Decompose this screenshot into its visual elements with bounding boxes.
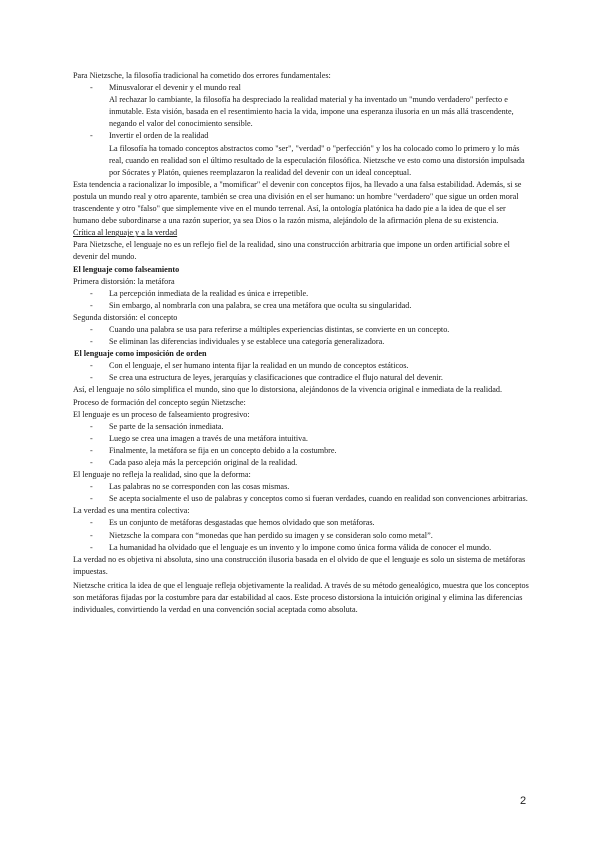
- first-distortion-label: Primera distorsión: la metáfora: [73, 276, 175, 286]
- dash-bullet: -: [90, 324, 93, 334]
- list-item-text: Las palabras no se corresponden con las cosas mismas.: [109, 482, 290, 492]
- proceso-title: Proceso de formación del concepto según Nietzsche:: [73, 397, 246, 407]
- list-item-text: La percepción inmediata de la realidad es única e irrepetible.: [109, 288, 309, 298]
- list-item: [73, 300, 529, 312]
- proceso-label: El lenguaje es un proceso de falseamiento progresivo:: [73, 409, 250, 419]
- list-item: [73, 542, 529, 554]
- error-description: La filosofía ha tomado conceptos abstractos como "ser", "verdad" o "perfección" y los ha colocado como lo primero y lo más real, cuando en realidad son el último resultado de la especulación filosófica. Nietzsche ve esto como una distorsión impulsada por Sócrates y Platón, quienes reemplazaron la realidad del devenir con un ideal conceptual.: [109, 143, 525, 177]
- list-item-text: Finalmente, la metáfora se fija en un concepto debido a la costumbre.: [109, 445, 337, 455]
- final-paragraph: Nietzsche critica la idea de que el lenguaje refleja objetivamente la realidad. A través de su método genealógico, muestra que los conceptos son metáforas fijadas por la costumbre para dar estabilidad al caos. Este proceso distorsiona la intuición original y elimina las diferencias individuales, convirtiendo la verdad en una convención social aceptada como absoluta.: [73, 580, 529, 615]
- list-item: [73, 517, 529, 529]
- dash-bullet: -: [90, 421, 93, 431]
- list-item-text: Se parte de la sensación inmediata.: [109, 421, 224, 431]
- list-item-text: Se acepta socialmente el uso de palabras y conceptos como si fueran verdades, cuando en realidad son convenciones arbitrarias.: [109, 494, 528, 504]
- heading-imposicion: El lenguaje como imposición de orden: [74, 349, 207, 359]
- error-title: Invertir el orden de la realidad: [109, 131, 209, 141]
- list-item: [73, 288, 529, 300]
- critica-paragraph: Para Nietzsche, el lenguaje no es un reflejo fiel de la realidad, sino una construcción arbitraria que impone un orden artificial sobre el devenir del mundo.: [73, 240, 510, 262]
- intro-paragraph: Para Nietzsche, la filosofía tradicional ha cometido dos errores fundamentales:: [73, 71, 331, 80]
- dash-bullet: -: [90, 445, 93, 455]
- list-item: [73, 530, 529, 542]
- list-item-text: Cuando una palabra se usa para referirse a múltiples experiencias distintas, se convierte en un concepto.: [109, 324, 450, 334]
- dash-bullet: -: [90, 131, 93, 141]
- document-body: [73, 70, 529, 616]
- dash-bullet: -: [90, 373, 93, 383]
- list-item-text: Es un conjunto de metáforas desgastadas que hemos olvidado que son metáforas.: [109, 518, 375, 528]
- list-item-text: Nietzsche la compara con “monedas que han perdido su imagen y se consideran solo como metal”.: [109, 530, 433, 540]
- error-title: Minusvalorar el devenir y el mundo real: [109, 83, 241, 93]
- dash-bullet: -: [90, 482, 93, 492]
- dash-bullet: -: [90, 83, 93, 93]
- list-item: [73, 445, 529, 457]
- dash-bullet: -: [90, 494, 93, 504]
- list-item: [73, 421, 529, 433]
- list-item: [73, 82, 529, 94]
- dash-bullet: -: [90, 542, 93, 552]
- dash-bullet: -: [90, 361, 93, 371]
- list-item: [73, 360, 529, 372]
- tendency-paragraph: Esta tendencia a racionalizar lo imposible, a "momificar" el devenir con conceptos fijos, ha llevado a una falsa estabilidad. Además, si se postula un mundo real y otro aparente, también se crea una división en el ser humano: un hombre "verdadero" que sigue un orden moral trascendente y otro "falso" que simplemente vive en el mundo terrenal. Así, la ontología platónica ha dado pie a la idea de que el ser humano debe subordinarse a una razón superior, ya sea Dios o la razón misma, alejándolo de la afirmación plena de su existencia.: [73, 179, 522, 226]
- list-item: [73, 372, 529, 384]
- list-item-text: Sin embargo, al nombrarla con una palabra, se crea una metáfora que oculta su singularidad.: [109, 300, 412, 310]
- dash-bullet: -: [90, 530, 93, 540]
- list-item: [73, 493, 529, 505]
- list-item-text: Luego se crea una imagen a través de una metáfora intuitiva.: [109, 433, 308, 443]
- list-item: [73, 481, 529, 493]
- list-item-text: La humanidad ha olvidado que el lenguaje es un invento y lo impone como única forma válida de conocer el mundo.: [109, 542, 492, 552]
- page-number: 2: [520, 795, 527, 807]
- list-item: [73, 324, 529, 336]
- heading-falseamiento: El lenguaje como falseamiento: [73, 264, 180, 274]
- list-item-text: Cada paso aleja más la percepción original de la realidad.: [109, 458, 298, 467]
- list-item: [73, 130, 529, 142]
- list-item-text: Se eliminan las diferencias individuales y se establece una categoría generalizadora.: [109, 337, 385, 347]
- dash-bullet: -: [90, 300, 93, 310]
- dash-bullet: -: [90, 288, 93, 298]
- list-item: [73, 433, 529, 445]
- section-heading-critica: Crítica al lenguaje y a la verdad: [73, 228, 178, 238]
- dash-bullet: -: [90, 337, 93, 347]
- list-item-text: Con el lenguaje, el ser humano intenta fijar la realidad en un mundo de conceptos estáticos.: [109, 361, 409, 371]
- mentira-label: La verdad es una mentira colectiva:: [73, 506, 190, 516]
- list-item: [73, 457, 529, 469]
- error-description: Al rechazar lo cambiante, la filosofía ha despreciado la realidad material y ha inventado un "mundo verdadero" perfecto e inmutable. Esta visión, basada en el resentimiento hacia la vida, impone una esperanza ilusoria en un más allá trascendente, negando el valor del conocimiento sensible.: [109, 95, 514, 129]
- final-paragraph: La verdad no es objetiva ni absoluta, sino una construcción ilusoria basada en el olvido de que el lenguaje es solo un sistema de metáforas impuestas.: [73, 554, 526, 576]
- list-item-text: Se crea una estructura de leyes, jerarquías y clasificaciones que contradice el flujo natural del devenir.: [109, 373, 443, 383]
- second-distortion-label: Segunda distorsión: el concepto: [73, 312, 178, 322]
- dash-bullet: -: [90, 458, 93, 467]
- dash-bullet: -: [90, 433, 93, 443]
- imposicion-conclusion: Así, el lenguaje no sólo simplifica el mundo, sino que lo distorsiona, alejándonos de la vivencia original e inmediata de la realidad.: [73, 385, 503, 395]
- list-item: [73, 336, 529, 348]
- dash-bullet: -: [90, 518, 93, 528]
- deforma-label: El lenguaje no refleja la realidad, sino que la deforma:: [73, 470, 251, 480]
